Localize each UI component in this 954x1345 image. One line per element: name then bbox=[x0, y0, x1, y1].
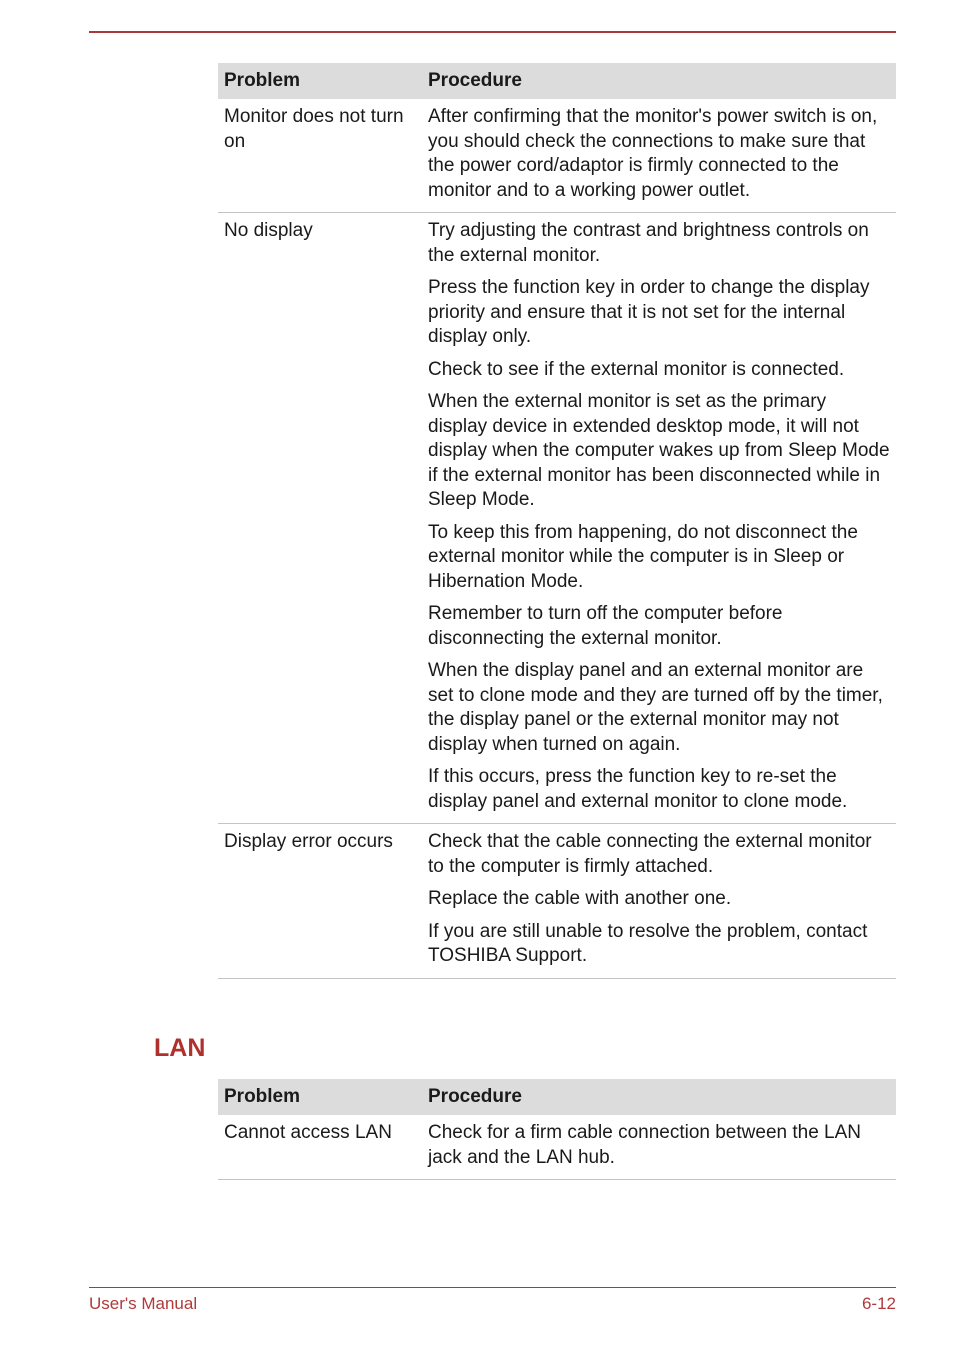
table-header-row bbox=[218, 1079, 896, 1115]
procedure-cell bbox=[422, 824, 896, 979]
procedure-paragraph: To keep this from happening, do not disconnect the external monitor while the computer is in Sleep or Hibernation Mode. bbox=[428, 521, 858, 592]
problem-cell: Display error occurs bbox=[218, 824, 422, 979]
procedure-paragraph: When the external monitor is set as the primary display device in extended desktop mode, it will not display when the computer wakes up from Sleep Mode if the external monitor has been disconnected while in Sleep Mode. bbox=[428, 391, 890, 510]
display-troubleshooting-table bbox=[218, 63, 896, 979]
footer-rule bbox=[89, 1287, 896, 1288]
procedure-paragraph: Check to see if the external monitor is connected. bbox=[428, 358, 845, 380]
problem-cell: Cannot access LAN bbox=[218, 1115, 422, 1180]
procedure-paragraph: When the display panel and an external monitor are set to clone mode and they are turned off by the timer, the display panel or the external monitor may not display when turned on again. bbox=[428, 660, 883, 755]
procedure-column-header: Procedure bbox=[422, 1079, 896, 1115]
procedure-cell bbox=[422, 1115, 896, 1180]
procedure-paragraph: Press the function key in order to change the display priority and ensure that it is not set for the internal display only. bbox=[428, 277, 870, 347]
procedure-paragraph: Replace the cable with another one. bbox=[428, 888, 732, 909]
problem-cell: No display bbox=[218, 213, 422, 824]
procedure-cell bbox=[422, 213, 896, 824]
procedure-paragraph: Check that the cable connecting the external monitor to the computer is firmly attached. bbox=[428, 831, 872, 877]
problem-column-header: Problem bbox=[218, 63, 422, 99]
procedure-paragraph: If this occurs, press the function key to re-set the display panel and external monitor to clone mode. bbox=[428, 766, 848, 812]
footer-page-number: 6-12 bbox=[861, 1294, 896, 1313]
procedure-paragraph: Check for a firm cable connection between the LAN jack and the LAN hub. bbox=[428, 1122, 862, 1168]
procedure-paragraph: After confirming that the monitor's power switch is on, you should check the connections to make sure that the power cord/adaptor is firmly connected to the monitor and to a working power outlet. bbox=[428, 106, 878, 201]
procedure-paragraph: Remember to turn off the computer before disconnecting the external monitor. bbox=[428, 603, 783, 649]
table-row bbox=[218, 213, 896, 824]
procedure-paragraph: If you are still unable to resolve the problem, contact TOSHIBA Support. bbox=[428, 920, 868, 966]
procedure-column-header: Procedure bbox=[422, 63, 896, 99]
table-row bbox=[218, 1115, 896, 1180]
problem-column-header: Problem bbox=[218, 1079, 422, 1115]
table-header-row bbox=[218, 63, 896, 99]
header-rule bbox=[89, 31, 896, 33]
lan-section-heading: LAN bbox=[154, 1034, 206, 1062]
procedure-paragraph: Try adjusting the contrast and brightness controls on the external monitor. bbox=[428, 220, 869, 266]
table-row bbox=[218, 824, 896, 979]
table-row bbox=[218, 99, 896, 213]
problem-cell: Monitor does not turn on bbox=[218, 99, 422, 213]
lan-troubleshooting-table bbox=[218, 1079, 896, 1180]
procedure-cell bbox=[422, 99, 896, 213]
footer-manual-title: User's Manual bbox=[89, 1294, 198, 1313]
